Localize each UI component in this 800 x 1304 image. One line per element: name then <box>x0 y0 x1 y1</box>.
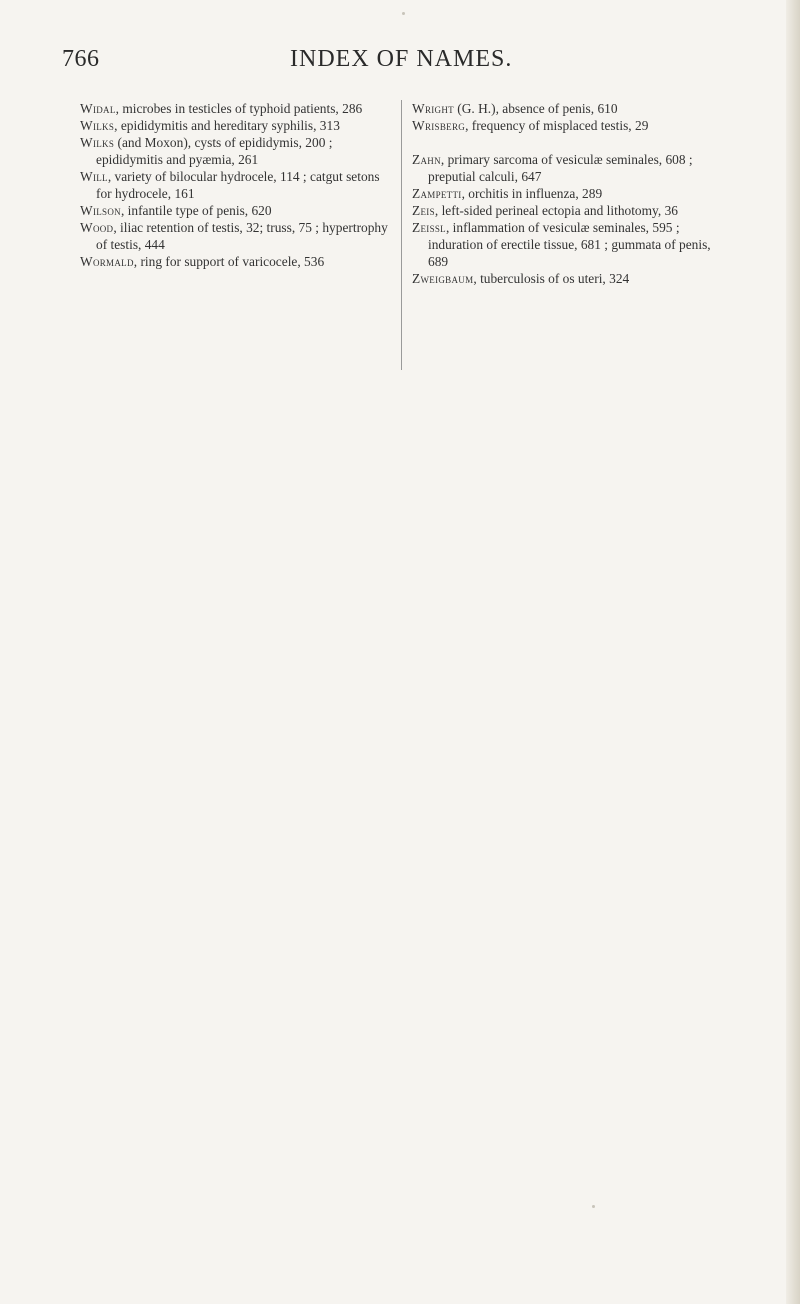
entry-name: Wilson <box>80 203 121 218</box>
entry-name: Wilks <box>80 135 115 150</box>
index-entry <box>412 185 730 202</box>
entry-text: , variety of bilocular hydrocele, 114 ; catgut setons for hydrocele, 161 <box>96 169 380 201</box>
entry-text: (G. H.), absence of penis, 610 <box>453 101 618 116</box>
entry-name: Widal <box>80 101 116 116</box>
entry-text: , tuberculosis of os uteri, 324 <box>473 271 630 286</box>
index-entry <box>80 117 398 134</box>
index-entry <box>412 117 730 134</box>
entry-text: , ring for support of varicocele, 536 <box>133 254 325 269</box>
column-divider <box>401 100 402 370</box>
entry-name: Wilks <box>80 118 115 133</box>
scan-speck <box>592 1205 595 1208</box>
index-entry <box>80 100 398 117</box>
entry-name: Wright <box>412 101 454 116</box>
index-entry <box>412 202 730 219</box>
scan-speck <box>402 12 405 15</box>
page-number: 766 <box>62 46 100 72</box>
entry-name: Zweigbaum <box>412 271 474 286</box>
index-entry <box>412 270 730 287</box>
entry-text: , primary sarcoma of vesiculæ seminales, 608 ; preputial calculi, 647 <box>428 152 693 184</box>
index-entry <box>80 134 398 168</box>
entry-name: Zeis <box>412 203 435 218</box>
scan-edge-shadow <box>786 0 800 1304</box>
index-entry <box>412 219 730 270</box>
index-entry <box>412 151 730 185</box>
entry-text: , microbes in testicles of typhoid patients, 286 <box>115 101 363 116</box>
entry-name: Zahn <box>412 152 441 167</box>
page-title: INDEX OF NAMES. <box>290 46 513 72</box>
index-entry <box>80 253 398 270</box>
index-entry <box>80 168 398 202</box>
entry-text: , frequency of misplaced testis, 29 <box>465 118 649 133</box>
entry-name: Wood <box>80 220 114 235</box>
entry-text: , orchitis in influenza, 289 <box>461 186 603 201</box>
entry-name: Wrisberg <box>412 118 466 133</box>
index-entry <box>80 219 398 253</box>
entry-name: Zeissl <box>412 220 446 235</box>
index-column-right <box>412 100 730 287</box>
entry-text: , left-sided perineal ectopia and lithotomy, 36 <box>434 203 678 218</box>
index-entry <box>412 100 730 117</box>
entry-text: , inflammation of vesiculæ seminales, 595 ; induration of erectile tissue, 681 ; gummata of penis, 689 <box>428 220 711 269</box>
entry-name: Wormald <box>80 254 134 269</box>
entry-text: (and Moxon), cysts of epididymis, 200 ; epididymitis and pyæmia, 261 <box>96 135 333 167</box>
entry-text: , infantile type of penis, 620 <box>120 203 272 218</box>
entry-text: , iliac retention of testis, 32; truss, 75 ; hypertrophy of testis, 444 <box>96 220 388 252</box>
entry-name: Zampetti <box>412 186 462 201</box>
entry-text: , epididymitis and hereditary syphilis, 313 <box>114 118 340 133</box>
entry-name: Will <box>80 169 108 184</box>
index-column-left <box>80 100 398 270</box>
index-entry <box>80 202 398 219</box>
